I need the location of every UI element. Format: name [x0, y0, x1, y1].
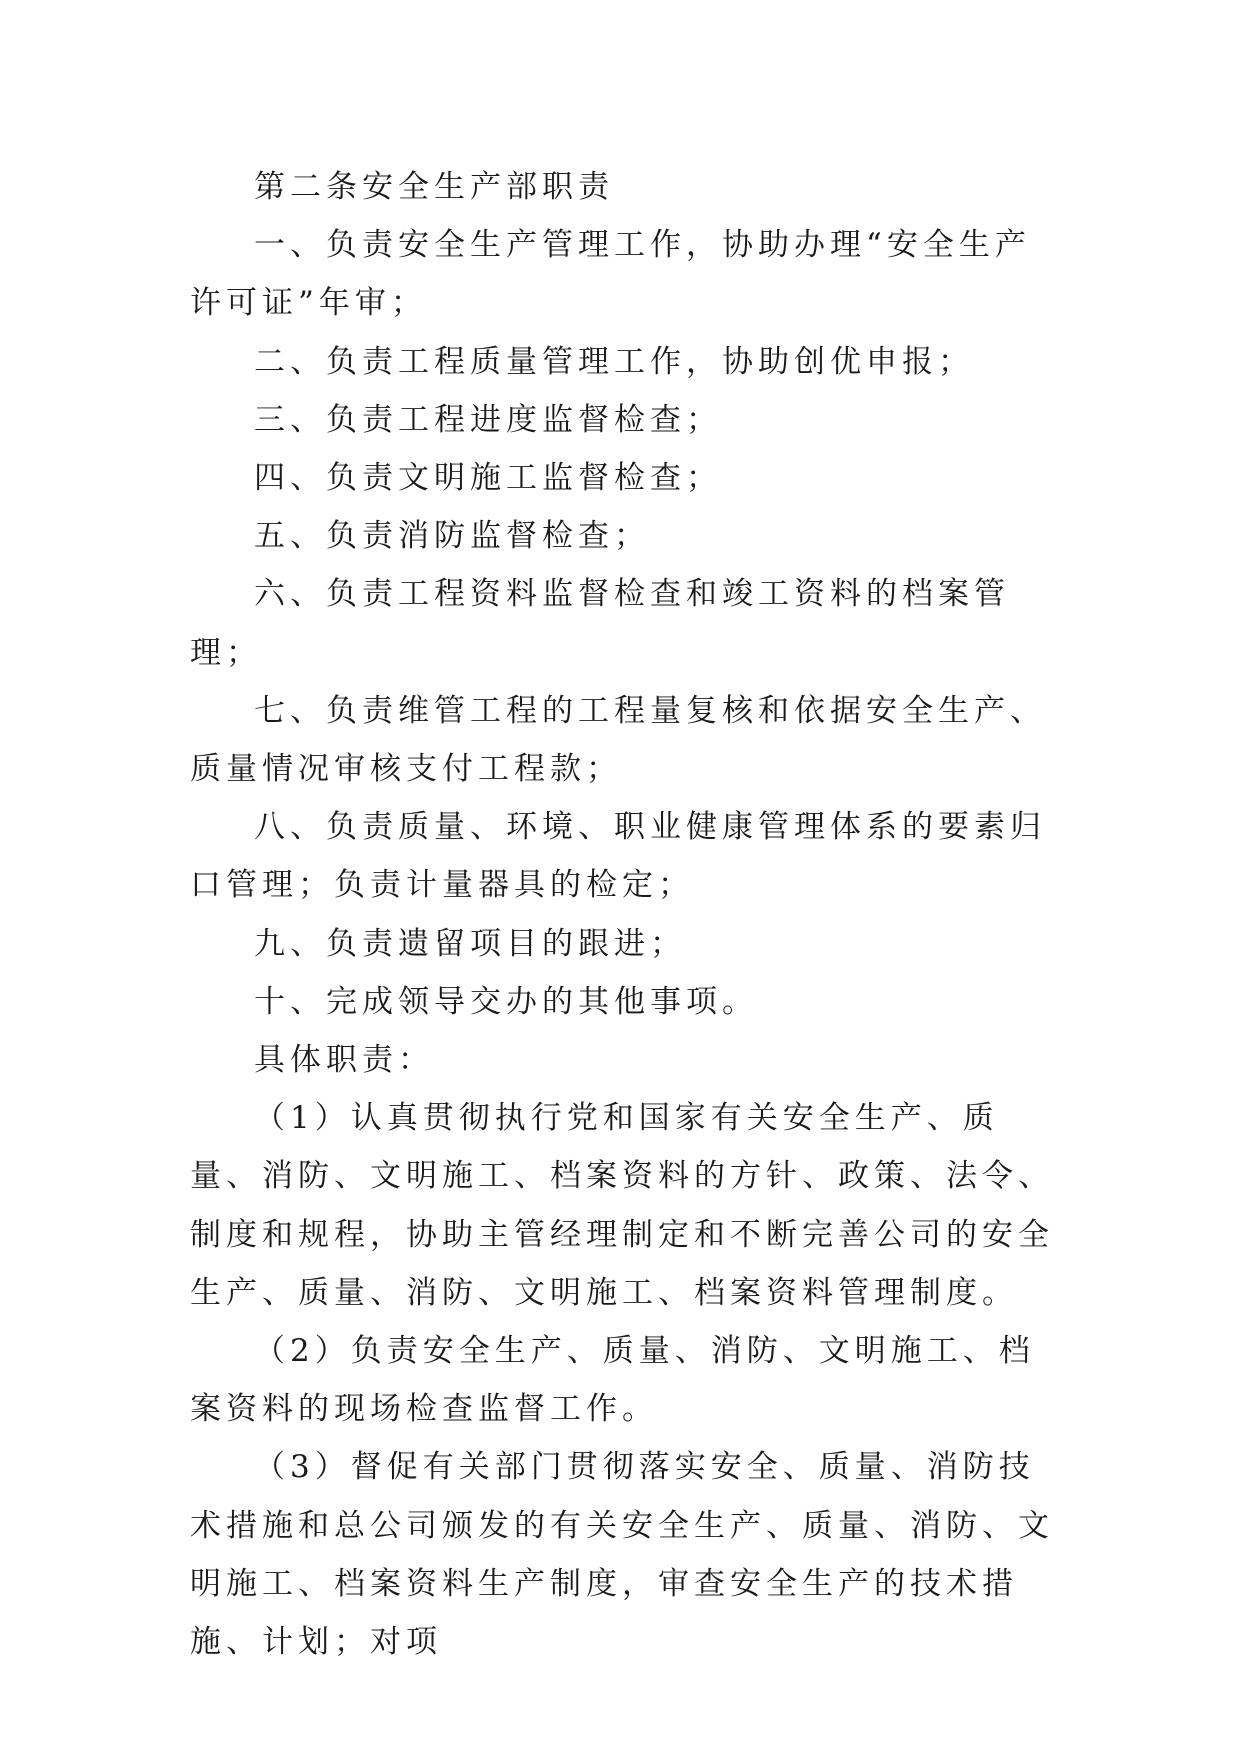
duty-item-9: 九、负责遗留项目的跟进； — [254, 925, 686, 962]
specific-duties-heading: 具体职责： — [254, 1042, 434, 1079]
duty-item-3: 三、负责工程进度监督检查； — [254, 401, 722, 438]
duty-item-5: 五、负责消防监督检查； — [254, 518, 650, 555]
specific-duty-1: （1）认真贯彻执行党和国家有关安全生产、质量、消防、文明施工、档案资料的方针、政策、法令、制度和规程，协助主管经理制定和不断完善公司的安全生产、质量、消防、文明施工、档案资料管理制度。 — [190, 1100, 1054, 1311]
duty-item-4: 四、负责文明施工监督检查； — [254, 460, 722, 497]
section-heading: 第二条安全生产部职责 — [254, 169, 614, 205]
duty-item-7: 七、负责维管工程的工程量复核和依据安全生产、质量情况审核支付工程款； — [190, 692, 1046, 788]
duty-item-8: 八、负责质量、环境、职业健康管理体系的要素归口管理；负责计量器具的检定； — [190, 809, 1046, 904]
duty-item-6: 六、负责工程资料监督检查和竣工资料的档案管理； — [190, 576, 1010, 671]
duty-item-10: 十、完成领导交办的其他事项。 — [254, 983, 758, 1020]
specific-duty-3: （3）督促有关部门贯彻落实安全、质量、消防技术措施和总公司颁发的有关安全生产、质量、消防、文明施工、档案资料生产制度，审查安全生产的技术措施、计划；对项 — [190, 1449, 1054, 1661]
document-page — [190, 158, 1060, 1671]
duty-item-1: 一、负责安全生产管理工作，协助办理“安全生产许可证”年审； — [190, 227, 1031, 322]
specific-duty-2: （2）负责安全生产、质量、消防、文明施工、档案资料的现场检查监督工作。 — [190, 1333, 1035, 1428]
duty-item-2: 二、负责工程质量管理工作，协助创优申报； — [254, 343, 974, 380]
